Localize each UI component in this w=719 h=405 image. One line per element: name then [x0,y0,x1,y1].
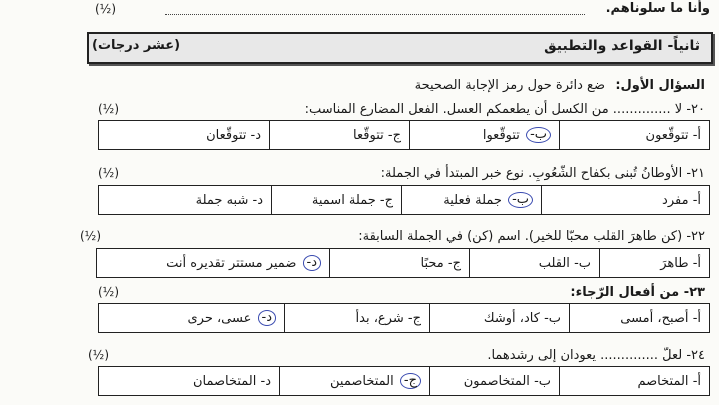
item24-options [98,366,710,396]
circle-mark-icon: ب- [526,127,551,143]
item20-option-c[interactable]: ج- تتوقّعا [269,121,409,149]
item21-option-b[interactable]: ب- جملة فعلية [401,186,541,214]
item20-options [98,120,710,150]
top-line-text: وأنا ما سلوناهم. [605,1,710,16]
item23-option-d[interactable]: د- عسى، حرى [101,304,284,332]
item24-option-d[interactable]: د- المتخاصمان [192,373,271,389]
item21-option-d[interactable]: د- شبه جملة [195,192,263,208]
circle-mark-icon: ب- [508,192,533,208]
item23-option-c[interactable]: ج- شرع، بدأ [284,304,429,332]
item22-option-d[interactable]: د- ضمير مستتر تقديره أنت [99,249,329,277]
item23-options [98,303,710,333]
item21-option-a[interactable]: أ- مفرد [541,186,709,214]
item23-question: ٢٣- من أفعال الرّجاء: [570,285,705,300]
item21-option-c[interactable]: ج- جملة اسمية [271,186,401,214]
item24-question: ٢٤- لعلّ .............. يعودان إلى رشدهما. [487,348,705,363]
item22-option-a[interactable]: أ- طاهرَ [599,249,709,277]
item24-option-b[interactable]: ب- المتخاصمون [429,367,559,395]
item22-mark: (½) [80,229,101,243]
item21-options [98,185,710,215]
question1-instruction: ضع دائرة حول رمز الإجابة الصحيحة [414,78,605,93]
item24-mark: (½) [88,348,109,362]
item23-option-b[interactable]: ب- كاد، أوشك [429,304,569,332]
item24-option-c[interactable]: ج- المتخاصمين [279,367,429,395]
item24-option-a[interactable]: أ- المتخاصم [559,367,709,395]
section-marks: (عشر درجات) [92,38,181,53]
item21-mark: (½) [98,166,119,180]
item22-options [96,248,710,278]
item23-mark: (½) [98,285,119,299]
item20-option-a[interactable]: أ- تتوقّعون [559,121,709,149]
circle-mark-icon: د- [303,255,321,271]
item20-question: ٢٠- لا .............. من الكسل أن يطعمكم العسل. الفعل المضارع المناسب: [304,102,705,117]
question1-label: السؤال الأول: [615,78,705,93]
top-mark: (½) [95,2,116,16]
item20-option-d[interactable]: د- تتوقّعان [206,127,261,143]
item22-question: ٢٢- (كن طاهرَ القلب محبّا للخير). اسم (كن) في الجملة السابقة: [358,229,705,244]
item21-question: ٢١- الأوطانُ تُبنى بكفاح الشّعُوبِ. نوع خبر المبتدأ في الجملة: [380,166,705,181]
section-title: ثانياً- القواعد والتطبيق [544,38,700,54]
item20-option-b[interactable]: ب- تتوقّعوا [409,121,559,149]
item22-option-c[interactable]: ج- محبًا [329,249,469,277]
item20-mark: (½) [98,102,119,116]
item23-option-a[interactable]: أ- أصبح، أمسى [569,304,709,332]
circle-mark-icon: د- [258,310,276,326]
item22-option-b[interactable]: ب- القلب [469,249,599,277]
circle-mark-icon: ج- [400,373,421,389]
top-dotted-line [165,14,585,15]
